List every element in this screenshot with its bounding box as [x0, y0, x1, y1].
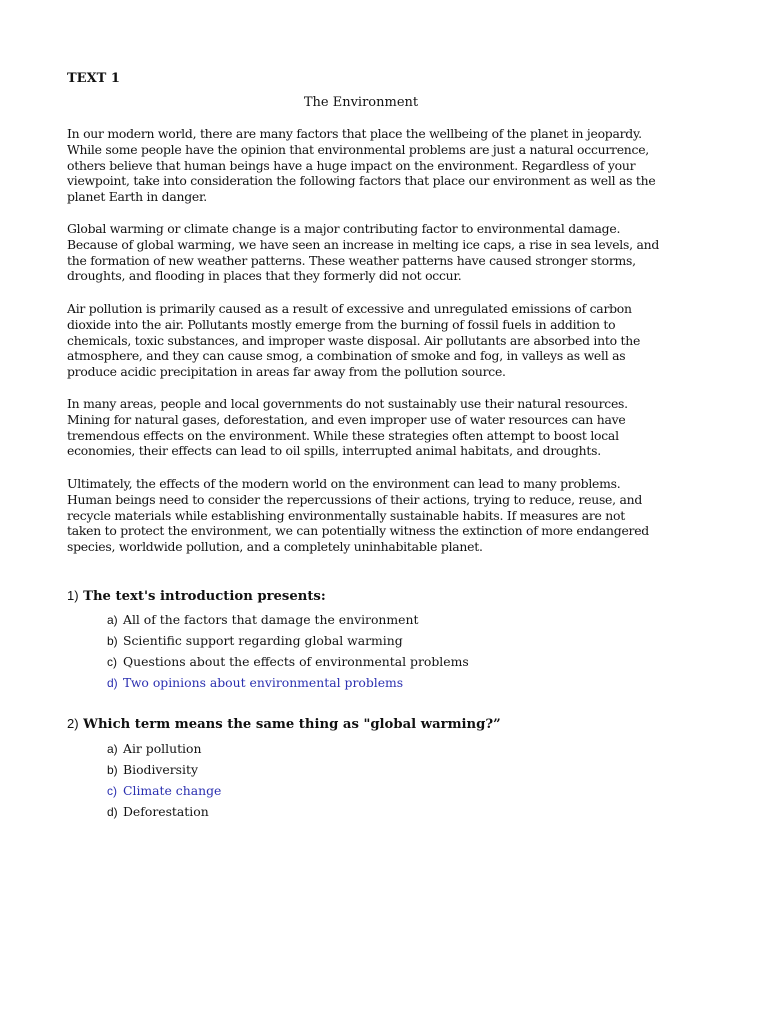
question-2-options: [107, 740, 221, 824]
text-line: produce acidic precipitation in areas far away from the pollution source.: [67, 364, 506, 380]
option-letter: a): [107, 613, 118, 627]
option-letter: d): [107, 805, 118, 819]
option-letter: c): [107, 784, 117, 798]
text-line: Human beings need to consider the repercussions of their actions, trying to reduce, reuse, and: [67, 491, 643, 507]
text-line: the formation of new weather patterns. These weather patterns have caused stronger storms,: [67, 252, 636, 268]
option-b[interactable]: [107, 761, 221, 782]
text-line: Ultimately, the effects of the modern world on the environment can lead to many problems.: [67, 476, 621, 491]
option-d-answer[interactable]: [107, 674, 469, 695]
option-text: Questions about the effects of environmental problems: [123, 654, 469, 669]
question-1: [67, 587, 326, 606]
text-line: Mining for natural gases, deforestation, and even improper use of water resources can have: [67, 411, 626, 427]
question-number: 1): [67, 588, 79, 603]
text-line: species, worldwide pollution, and a completely uninhabitable planet.: [67, 539, 483, 555]
text-label: TEXT 1: [67, 71, 120, 86]
option-c[interactable]: [107, 653, 469, 674]
text-line: viewpoint, take into consideration the following factors that place our environment as well as the: [67, 173, 656, 189]
text-line: While some people have the opinion that environmental problems are just a natural occurrence,: [67, 141, 649, 157]
paragraph-global-warming: [67, 221, 697, 284]
document-title: The Environment: [303, 95, 419, 110]
paragraph-intro: [67, 126, 697, 205]
text-line: planet Earth in danger.: [67, 189, 207, 205]
option-letter: c): [107, 655, 117, 669]
text-line: others believe that human beings have a huge impact on the environment. Regardless of your: [67, 157, 636, 173]
text-line: atmosphere, and they can cause smog, a combination of smoke and fog, in valleys as well as: [67, 348, 626, 364]
option-text: Biodiversity: [123, 762, 198, 777]
option-text: All of the factors that damage the environment: [123, 612, 419, 627]
option-d[interactable]: [107, 803, 221, 824]
paragraph-natural-resources: [67, 396, 697, 459]
text-line: taken to protect the environment, we can potentially witness the extinction of more endangered: [67, 523, 649, 539]
question-text: The text's introduction presents:: [83, 589, 326, 604]
text-line: Air pollution is primarily caused as a result of excessive and unregulated emissions of carbon: [67, 301, 632, 316]
option-text: Two opinions about environmental problems: [123, 675, 404, 690]
paragraph-air-pollution: [67, 301, 697, 380]
option-a[interactable]: [107, 740, 221, 761]
option-text: Scientific support regarding global warming: [123, 633, 403, 648]
text-line: In our modern world, there are many factors that place the wellbeing of the planet in jeopardy.: [67, 126, 642, 141]
option-letter: b): [107, 763, 118, 777]
option-text: Climate change: [123, 783, 222, 798]
text-line: droughts, and flooding in places that they formerly did not occur.: [67, 268, 462, 284]
text-line: tremendous effects on the environment. While these strategies often attempt to boost local: [67, 427, 619, 443]
option-letter: d): [107, 676, 118, 690]
text-line: In many areas, people and local governments do not sustainably use their natural resources.: [67, 396, 628, 411]
question-1-options: [107, 611, 469, 695]
option-text: Air pollution: [123, 741, 202, 756]
text-line: chemicals, toxic substances, and improper waste disposal. Air pollutants are absorbed into the: [67, 332, 641, 348]
option-letter: a): [107, 742, 118, 756]
text-line: Global warming or climate change is a major contributing factor to environmental damage.: [67, 221, 621, 236]
text-line: Because of global warming, we have seen an increase in melting ice caps, a rise in sea levels, and: [67, 236, 660, 252]
option-letter: b): [107, 634, 118, 648]
text-line: recycle materials while establishing environmentally sustainable habits. If measures are not: [67, 507, 625, 523]
option-c-answer[interactable]: [107, 782, 221, 803]
question-2: [67, 715, 501, 734]
text-line: economies, their effects can lead to oil spills, interrupted animal habitats, and droughts.: [67, 443, 601, 459]
option-b[interactable]: [107, 632, 469, 653]
option-text: Deforestation: [123, 804, 209, 819]
text-line: dioxide into the air. Pollutants mostly emerge from the burning of fossil fuels in addition to: [67, 316, 616, 332]
question-text: Which term means the same thing as "global warming?”: [83, 717, 501, 732]
question-number: 2): [67, 716, 79, 731]
option-a[interactable]: [107, 611, 469, 632]
paragraph-conclusion: [67, 476, 697, 555]
